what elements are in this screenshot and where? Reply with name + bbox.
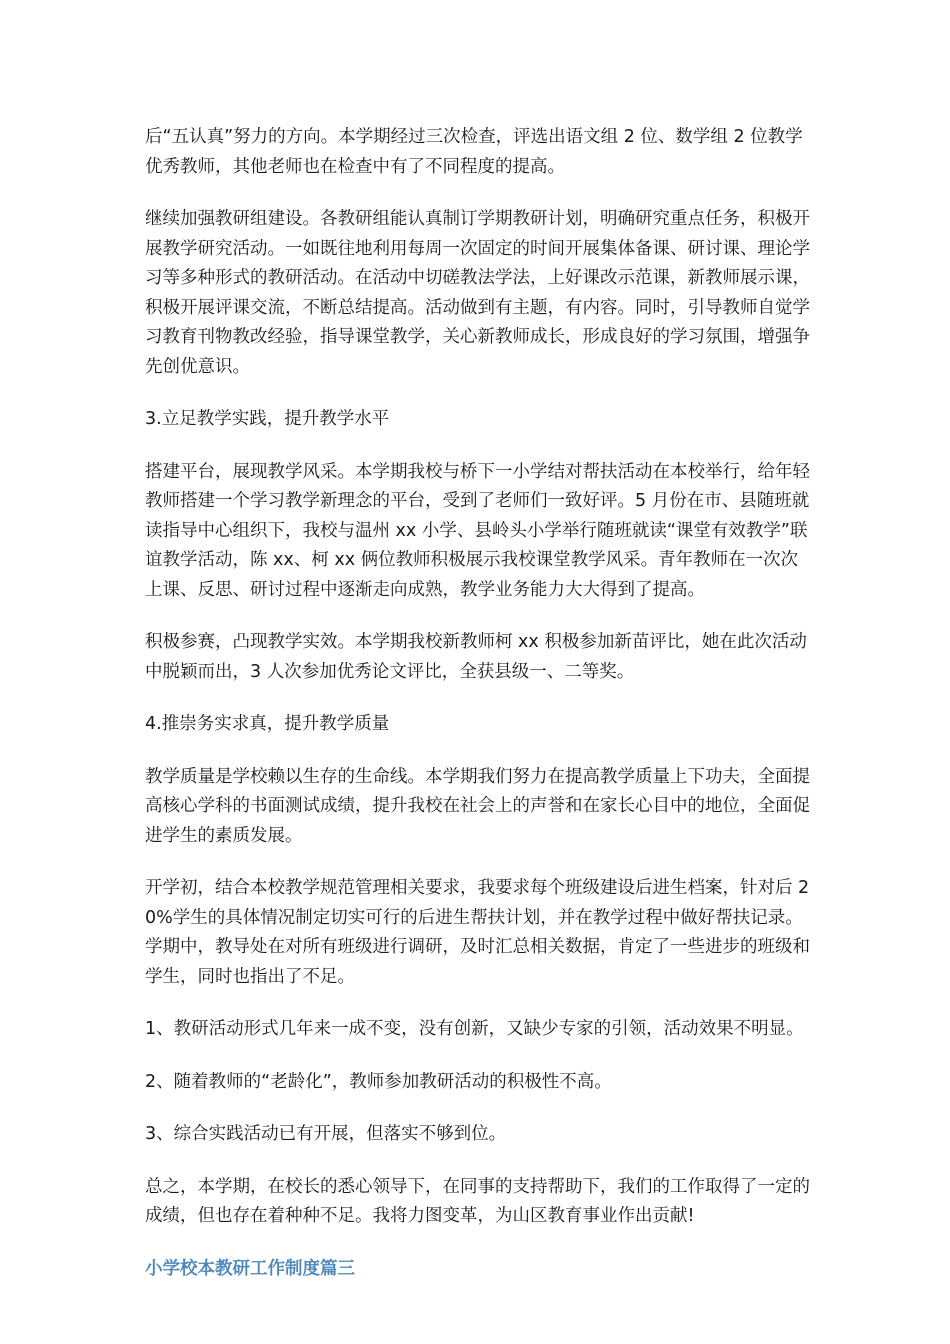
- paragraph-teaching-research-groups: 继续加强教研组建设。各教研组能认真制订学期教研计划，明确研究重点任务，积极开展教学研究活动。一如既往地利用每周一次固定的时间开展集体备课、研讨课、理论学习等多种形式的教研活动。在活动中切磋教法学法，上好课改示范课，新教师展示课，积极开展评课交流，不断总结提高。活动做到有主题，有内容。同时，引导教师自觉学习教育刊物教改经验，指导课堂教学，关心新教师成长，形成良好的学习氛围，增强争先创优意识。: [145, 209, 810, 377]
- section-heading: 小学校本教研工作制度篇三: [145, 1258, 355, 1279]
- list-item-problem-3: 3、综合实践活动已有开展，但落实不够到位。: [145, 1124, 507, 1144]
- paragraph-five-diligences: 后“五认真”努力的方向。本学期经过三次检查，评选出语文组 2 位、数学组 2 位教学优秀教师，其他老师也在检查中有了不同程度的提高。: [145, 127, 803, 177]
- subheading-teaching-quality: 4.推崇务实求真，提升教学质量: [145, 714, 390, 734]
- paragraph-semester-start: 开学初，结合本校教学规范管理相关要求，我要求每个班级建设后进生档案，针对后 20%学生的具体情况制定切实可行的后进生帮扶计划，并在教学过程中做好帮扶记录。学期中，教导处在对所有班级进行调研，及时汇总相关数据，肯定了一些进步的班级和学生，同时也指出了不足。: [145, 878, 810, 987]
- list-item-problem-2: 2、随着教师的“老龄化”，教师参加教研活动的积极性不高。: [145, 1071, 612, 1092]
- paragraph-competitions: 积极参赛，凸现教学实效。本学期我校新教师柯 xx 积极参加新苗评比，她在此次活动中脱颖而出，3 人次参加优秀论文评比，全获县级一、二等奖。: [145, 632, 807, 682]
- document-body: [145, 123, 810, 1307]
- paragraph-quality-lifeline: 教学质量是学校赖以生存的生命线。本学期我们努力在提高教学质量上下功夫，全面提高核心学科的书面测试成绩，提升我校在社会上的声誉和在家长心目中的地位，全面促进学生的素质发展。: [145, 766, 810, 846]
- paragraph-platform-building: 搭建平台，展现教学风采。本学期我校与桥下一小学结对帮扶活动在本校举行，给年轻教师搭建一个学习教学新理念的平台，受到了老师们一致好评。5 月份在市、县随班就读指导中心组织下，我校与温州 xx 小学、县岭头小学举行随班就读“课堂有效教学”联谊教学活动，陈 xx、柯 xx 俩位教师积极展示我校课堂教学风采。青年教师在一次次上课、反思、研讨过程中逐渐走向成熟，教学业务能力大大得到了提高。: [145, 461, 810, 600]
- subheading-teaching-practice: 3.立足教学实践，提升教学水平: [145, 409, 390, 429]
- list-item-problem-1: 1、教研活动形式几年来一成不变，没有创新，又缺少专家的引领，活动效果不明显。: [145, 1019, 804, 1039]
- paragraph-conclusion: 总之，本学期，在校长的悉心领导下，在同事的支持帮助下，我们的工作取得了一定的成绩，但也存在着种种不足。我将力图变革，为山区教育事业作出贡献!: [145, 1176, 810, 1226]
